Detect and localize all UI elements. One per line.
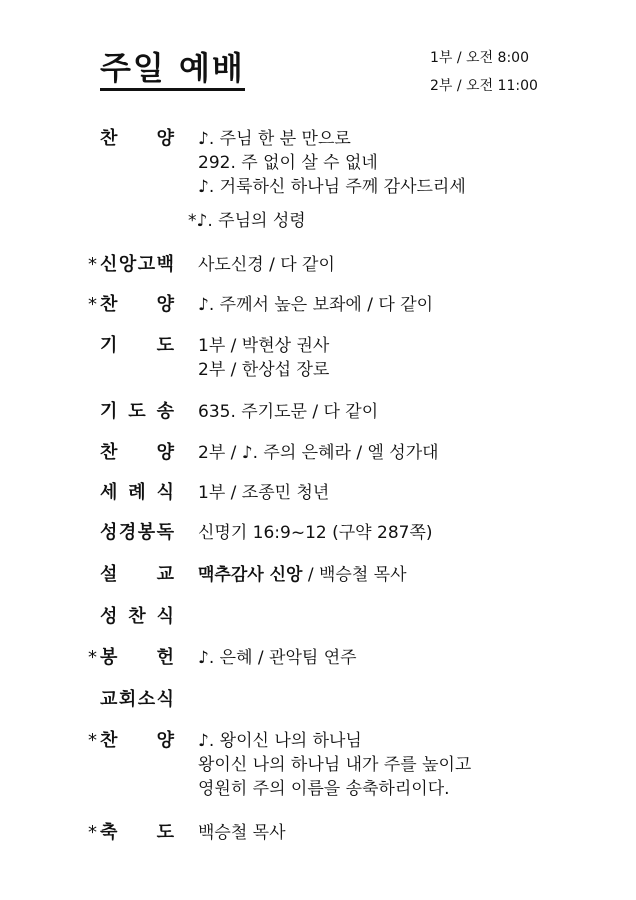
service-time-1: 1부 / 오전 8:00 (430, 50, 529, 66)
sermon-title: 맥추감사 신앙 (198, 565, 303, 585)
label-char: * 봉 (100, 647, 118, 668)
order-item-content (198, 441, 439, 465)
label-char: 기 (100, 401, 118, 422)
label-char: 회 (118, 689, 137, 710)
order-item-label (100, 400, 174, 424)
content-line: 백승철 목사 (198, 823, 286, 843)
label-char: 도 (156, 822, 174, 843)
label-char: 독 (156, 522, 174, 543)
label-char: 소 (137, 689, 156, 710)
label-char: 백 (156, 254, 174, 275)
content-line: 사도신경 / 다 같이 (198, 255, 335, 275)
content-line: ♪. 주님 한 분 만으로 (198, 129, 351, 149)
label-char: 헌 (156, 647, 174, 668)
order-item-label (100, 646, 174, 670)
order-item-content (198, 293, 433, 317)
order-item-label (100, 521, 174, 545)
content-line: 2부 / 한상섭 장로 (198, 360, 330, 380)
order-item-label (100, 605, 174, 629)
label-char: 송 (156, 401, 174, 422)
order-item-label (100, 293, 174, 317)
order-item-label (100, 688, 174, 712)
label-char: * 찬 (100, 730, 118, 751)
label-char: 찬 (128, 606, 146, 627)
content-line: 2부 / ♪. 주의 은혜라 / 엘 성가대 (198, 443, 439, 463)
content-line: ♪. 은혜 / 관악팀 연주 (198, 648, 357, 668)
content-line: ♪. 주께서 높은 보좌에 / 다 같이 (198, 295, 434, 315)
order-item-content (198, 400, 378, 424)
order-item-label (100, 334, 174, 358)
content-line: 1부 / 조종민 청년 (198, 483, 330, 503)
label-char: 양 (156, 294, 174, 315)
label-char: 기 (100, 335, 118, 356)
label-char: 양 (156, 730, 174, 751)
label-char: 고 (137, 254, 156, 275)
label-char: 찬 (100, 442, 118, 463)
content-line: 1부 / 박현상 권사 (198, 336, 330, 356)
label-char: 례 (128, 482, 146, 503)
label-char: 성 (100, 606, 118, 627)
label-char: 앙 (118, 254, 137, 275)
content-line: ♪. 거룩하신 하나님 주께 감사드리세 (198, 177, 466, 197)
label-char: 설 (100, 564, 118, 585)
label-char: 양 (156, 442, 174, 463)
label-char: * 축 (100, 822, 118, 843)
label-char: 양 (156, 128, 174, 149)
content-line: 292. 주 없이 살 수 없네 (198, 153, 378, 173)
label-char: 식 (156, 689, 174, 710)
label-char: * 찬 (100, 294, 118, 315)
label-char: 세 (100, 482, 118, 503)
label-char: 경 (118, 522, 137, 543)
order-item-label (100, 253, 174, 277)
label-char: 찬 (100, 128, 118, 149)
order-item-content (198, 563, 407, 587)
service-times (430, 44, 538, 100)
order-item-content (198, 729, 471, 801)
order-item-content (198, 521, 433, 545)
order-item-content (198, 481, 329, 505)
label-char: 봉 (137, 522, 156, 543)
content-line: 635. 주기도문 / 다 같이 (198, 402, 379, 422)
order-item-label (100, 563, 174, 587)
service-time-2: 2부 / 오전 11:00 (430, 78, 538, 94)
order-item-content (198, 821, 286, 845)
content-line: 신명기 16:9~12 (구약 287쪽) (198, 523, 433, 543)
label-char: 교 (100, 689, 118, 710)
label-char: 성 (100, 522, 118, 543)
order-item-content (198, 646, 357, 670)
order-item-label (100, 729, 174, 753)
page-title: 주일 예배 (100, 48, 245, 91)
order-item-content (198, 334, 329, 382)
order-item-label (100, 821, 174, 845)
label-char: 식 (156, 606, 174, 627)
content-line: *♪. 주님의 성령 (188, 211, 306, 231)
content-line: 영원히 주의 이름을 송축하리이다. (198, 779, 450, 799)
label-char: 도 (128, 401, 146, 422)
order-item-content (198, 253, 335, 277)
label-char: 식 (156, 482, 174, 503)
sermon-preacher: / 백승철 목사 (302, 565, 407, 585)
content-line: 왕이신 나의 하나님 내가 주를 높이고 (198, 755, 472, 775)
order-item-label (100, 481, 174, 505)
order-item-content (188, 127, 466, 233)
order-item-label (100, 441, 174, 465)
label-char: 교 (156, 564, 174, 585)
label-char: * 신 (100, 254, 118, 275)
label-char: 도 (156, 335, 174, 356)
content-line: ♪. 왕이신 나의 하나님 (198, 731, 362, 751)
order-item-label (100, 127, 174, 151)
